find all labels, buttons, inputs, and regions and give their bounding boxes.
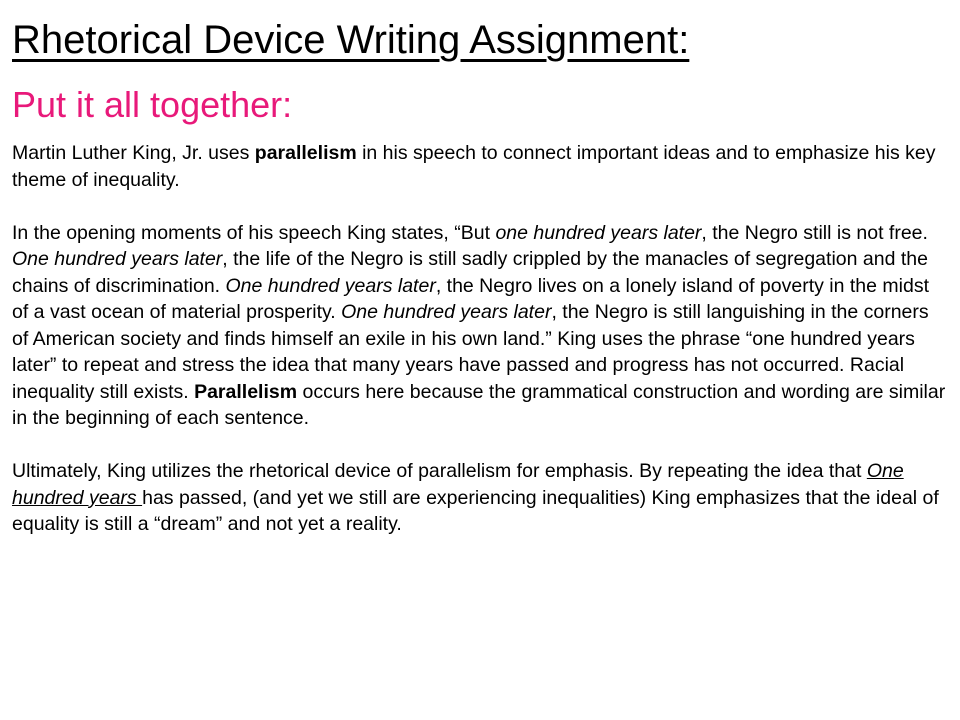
text-run: Martin Luther King, Jr. uses	[12, 142, 255, 164]
underlined-phrase: One hundred years	[12, 460, 904, 509]
body-text	[12, 140, 948, 538]
text-run: , the Negro lives on a lonely island of poverty in the midst of a vast ocean of material prosperity.	[12, 274, 929, 323]
term-parallelism: Parallelism	[194, 380, 298, 403]
text-run: has passed, (and yet we still are experiencing inequalities) King emphasizes that the ideal of equality is still a “dream” and not yet a reality.	[12, 486, 939, 535]
slide-title: Rhetorical Device Writing Assignment:	[12, 18, 690, 62]
quoted-phrase: One hundred years later	[225, 274, 436, 297]
paragraph-evidence	[12, 220, 948, 432]
slide-subtitle: Put it all together:	[12, 84, 293, 125]
text-run: in his speech to connect important ideas and to emphasize his key theme of inequality.	[12, 142, 936, 191]
paragraph-conclusion	[12, 458, 948, 538]
text-run: occurs here because the grammatical construction and wording are similar in the beginning of each sentence.	[12, 380, 946, 429]
text-run: In the opening moments of his speech King states, “But	[12, 221, 496, 244]
quoted-phrase: One hundred years later	[12, 248, 223, 270]
text-run: , the Negro is still languishing in the corners of American society and finds himself an exile in his own land.” King uses the phrase “one hundred years later” to repeat and stress the idea that many years have passed and progress has not occurred. Racial inequality still exists.	[12, 301, 929, 403]
text-run: , the life of the Negro is still sadly crippled by the manacles of segregation and the chains of discrimination.	[12, 248, 928, 297]
paragraph-intro	[12, 140, 948, 193]
text-run: Ultimately, King utilizes the rhetorical device of parallelism for emphasis. By repeating the idea that	[12, 460, 867, 482]
text-run: , the Negro still is not free.	[701, 221, 928, 244]
quoted-phrase: One hundred years later	[341, 301, 552, 323]
quoted-phrase: one hundred years later	[495, 221, 702, 244]
term-parallelism: parallelism	[254, 142, 357, 164]
